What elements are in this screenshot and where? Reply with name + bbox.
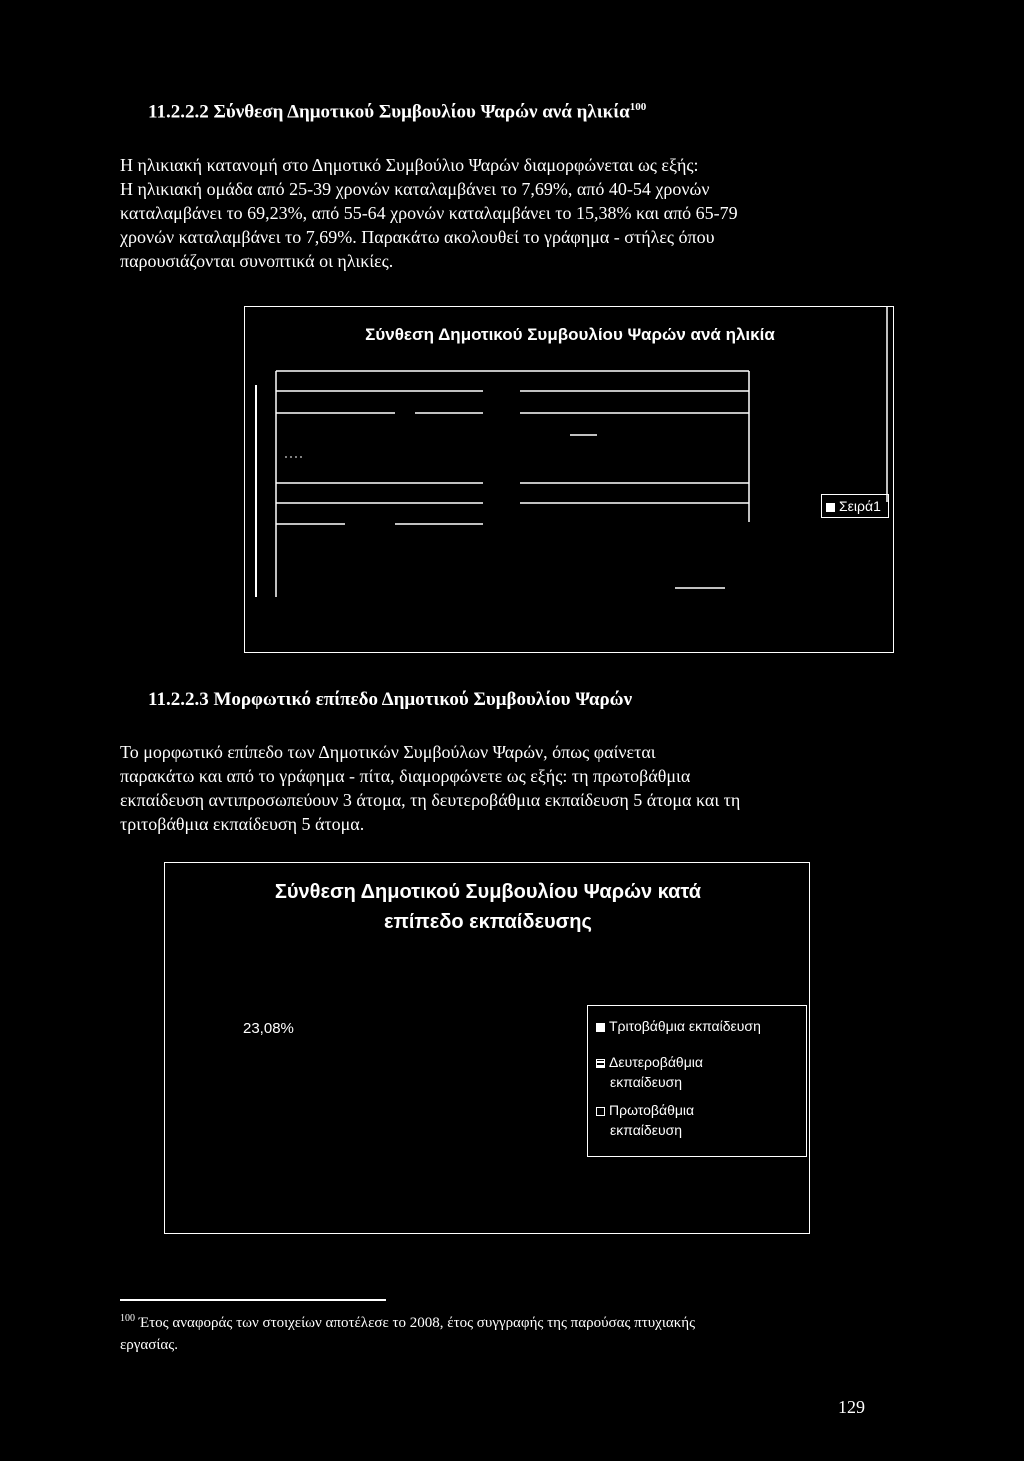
paragraph-line: Η ηλικιακή ομάδα από 25-39 χρονών καταλαμβάνει το 7,69%, από 40-54 χρονών xyxy=(120,179,710,199)
legend-label: Σειρά1 xyxy=(839,498,881,514)
legend-item xyxy=(596,1016,800,1036)
legend-label: Πρωτοβάθμια xyxy=(609,1102,695,1118)
paragraph-line: καταλαμβάνει το 69,23%, από 55-64 χρονών καταλαμβάνει το 15,38% και από 65-79 xyxy=(120,203,738,223)
footnote xyxy=(120,1308,880,1356)
paragraph-line: χρονών καταλαμβάνει το 7,69%. Παρακάτω ακολουθεί το γράφημα - στήλες όπου xyxy=(120,227,715,247)
page-number: 129 xyxy=(838,1397,865,1417)
paragraph-line: Η ηλικιακή κατανομή στο Δημοτικό Συμβούλιο Ψαρών διαμορφώνεται ως εξής: xyxy=(120,155,699,175)
education-paragraph xyxy=(120,740,872,836)
legend-swatch-icon xyxy=(826,503,835,512)
chart-title: Σύνθεση Δημοτικού Συμβουλίου Ψαρών κατά επίπεδο εκπαίδευσης xyxy=(274,881,702,933)
legend-item xyxy=(596,1052,800,1092)
legend-swatch-icon xyxy=(596,1023,605,1032)
paragraph-line: τριτοβάθμια εκπαίδευση 5 άτομα. xyxy=(120,814,365,834)
legend-swatch-icon xyxy=(596,1107,605,1116)
legend-item xyxy=(596,1100,800,1140)
pie-chart-legend xyxy=(587,1005,807,1157)
footnote-reference: 100 xyxy=(629,101,647,113)
section-heading-education: 11.2.2.3 Μορφωτικό επίπεδο Δημοτικού Συμβουλίου Ψαρών xyxy=(148,689,633,710)
age-paragraph xyxy=(120,153,872,273)
footnote-separator xyxy=(120,1299,386,1301)
paragraph-line: παρακάτω και από το γράφημα - πίτα, διαμορφώνετε ως εξής: τη πρωτοβάθμια xyxy=(120,766,691,786)
bar-chart-legend xyxy=(821,494,889,518)
footnote-text: Έτος αναφοράς των στοιχείων αποτέλεσε το 2008, έτος συγγραφής της παρούσας πτυχιακής xyxy=(138,1315,696,1331)
paragraph-line: Το μορφωτικό επίπεδο των Δημοτικών Συμβούλων Ψαρών, όπως φαίνεται xyxy=(120,742,656,762)
education-pie-chart xyxy=(164,862,810,1234)
legend-label: Δευτεροβάθμια xyxy=(609,1054,703,1070)
legend-swatch-icon xyxy=(596,1059,605,1068)
legend-label-cont: εκπαίδευση xyxy=(610,1122,683,1138)
bar-plot-area xyxy=(245,307,895,654)
paragraph-line: παρουσιάζονται συνοπτικά οι ηλικίες. xyxy=(120,251,394,271)
section-heading-age: 11.2.2.2 Σύνθεση Δημοτικού Συμβουλίου Ψαρών ανά ηλικία$^{100}$ xyxy=(148,101,647,123)
footnote-number: 100 xyxy=(120,1313,135,1324)
footnote-text: εργασίας. xyxy=(120,1337,178,1353)
age-bar-chart xyxy=(244,306,894,653)
legend-label: Τριτοβάθμια εκπαίδευση xyxy=(609,1018,761,1034)
chart-title: Σύνθεση Δημοτικού Συμβουλίου Ψαρών ανά ηλικία xyxy=(365,325,775,344)
legend-label-cont: εκπαίδευση xyxy=(610,1074,683,1090)
paragraph-line: εκπαίδευση αντιπροσωπεύουν 3 άτομα, τη δευτεροβάθμια εκπαίδευση 5 άτομα και τη xyxy=(120,790,741,810)
pie-data-label: 23,08% xyxy=(243,1020,294,1037)
